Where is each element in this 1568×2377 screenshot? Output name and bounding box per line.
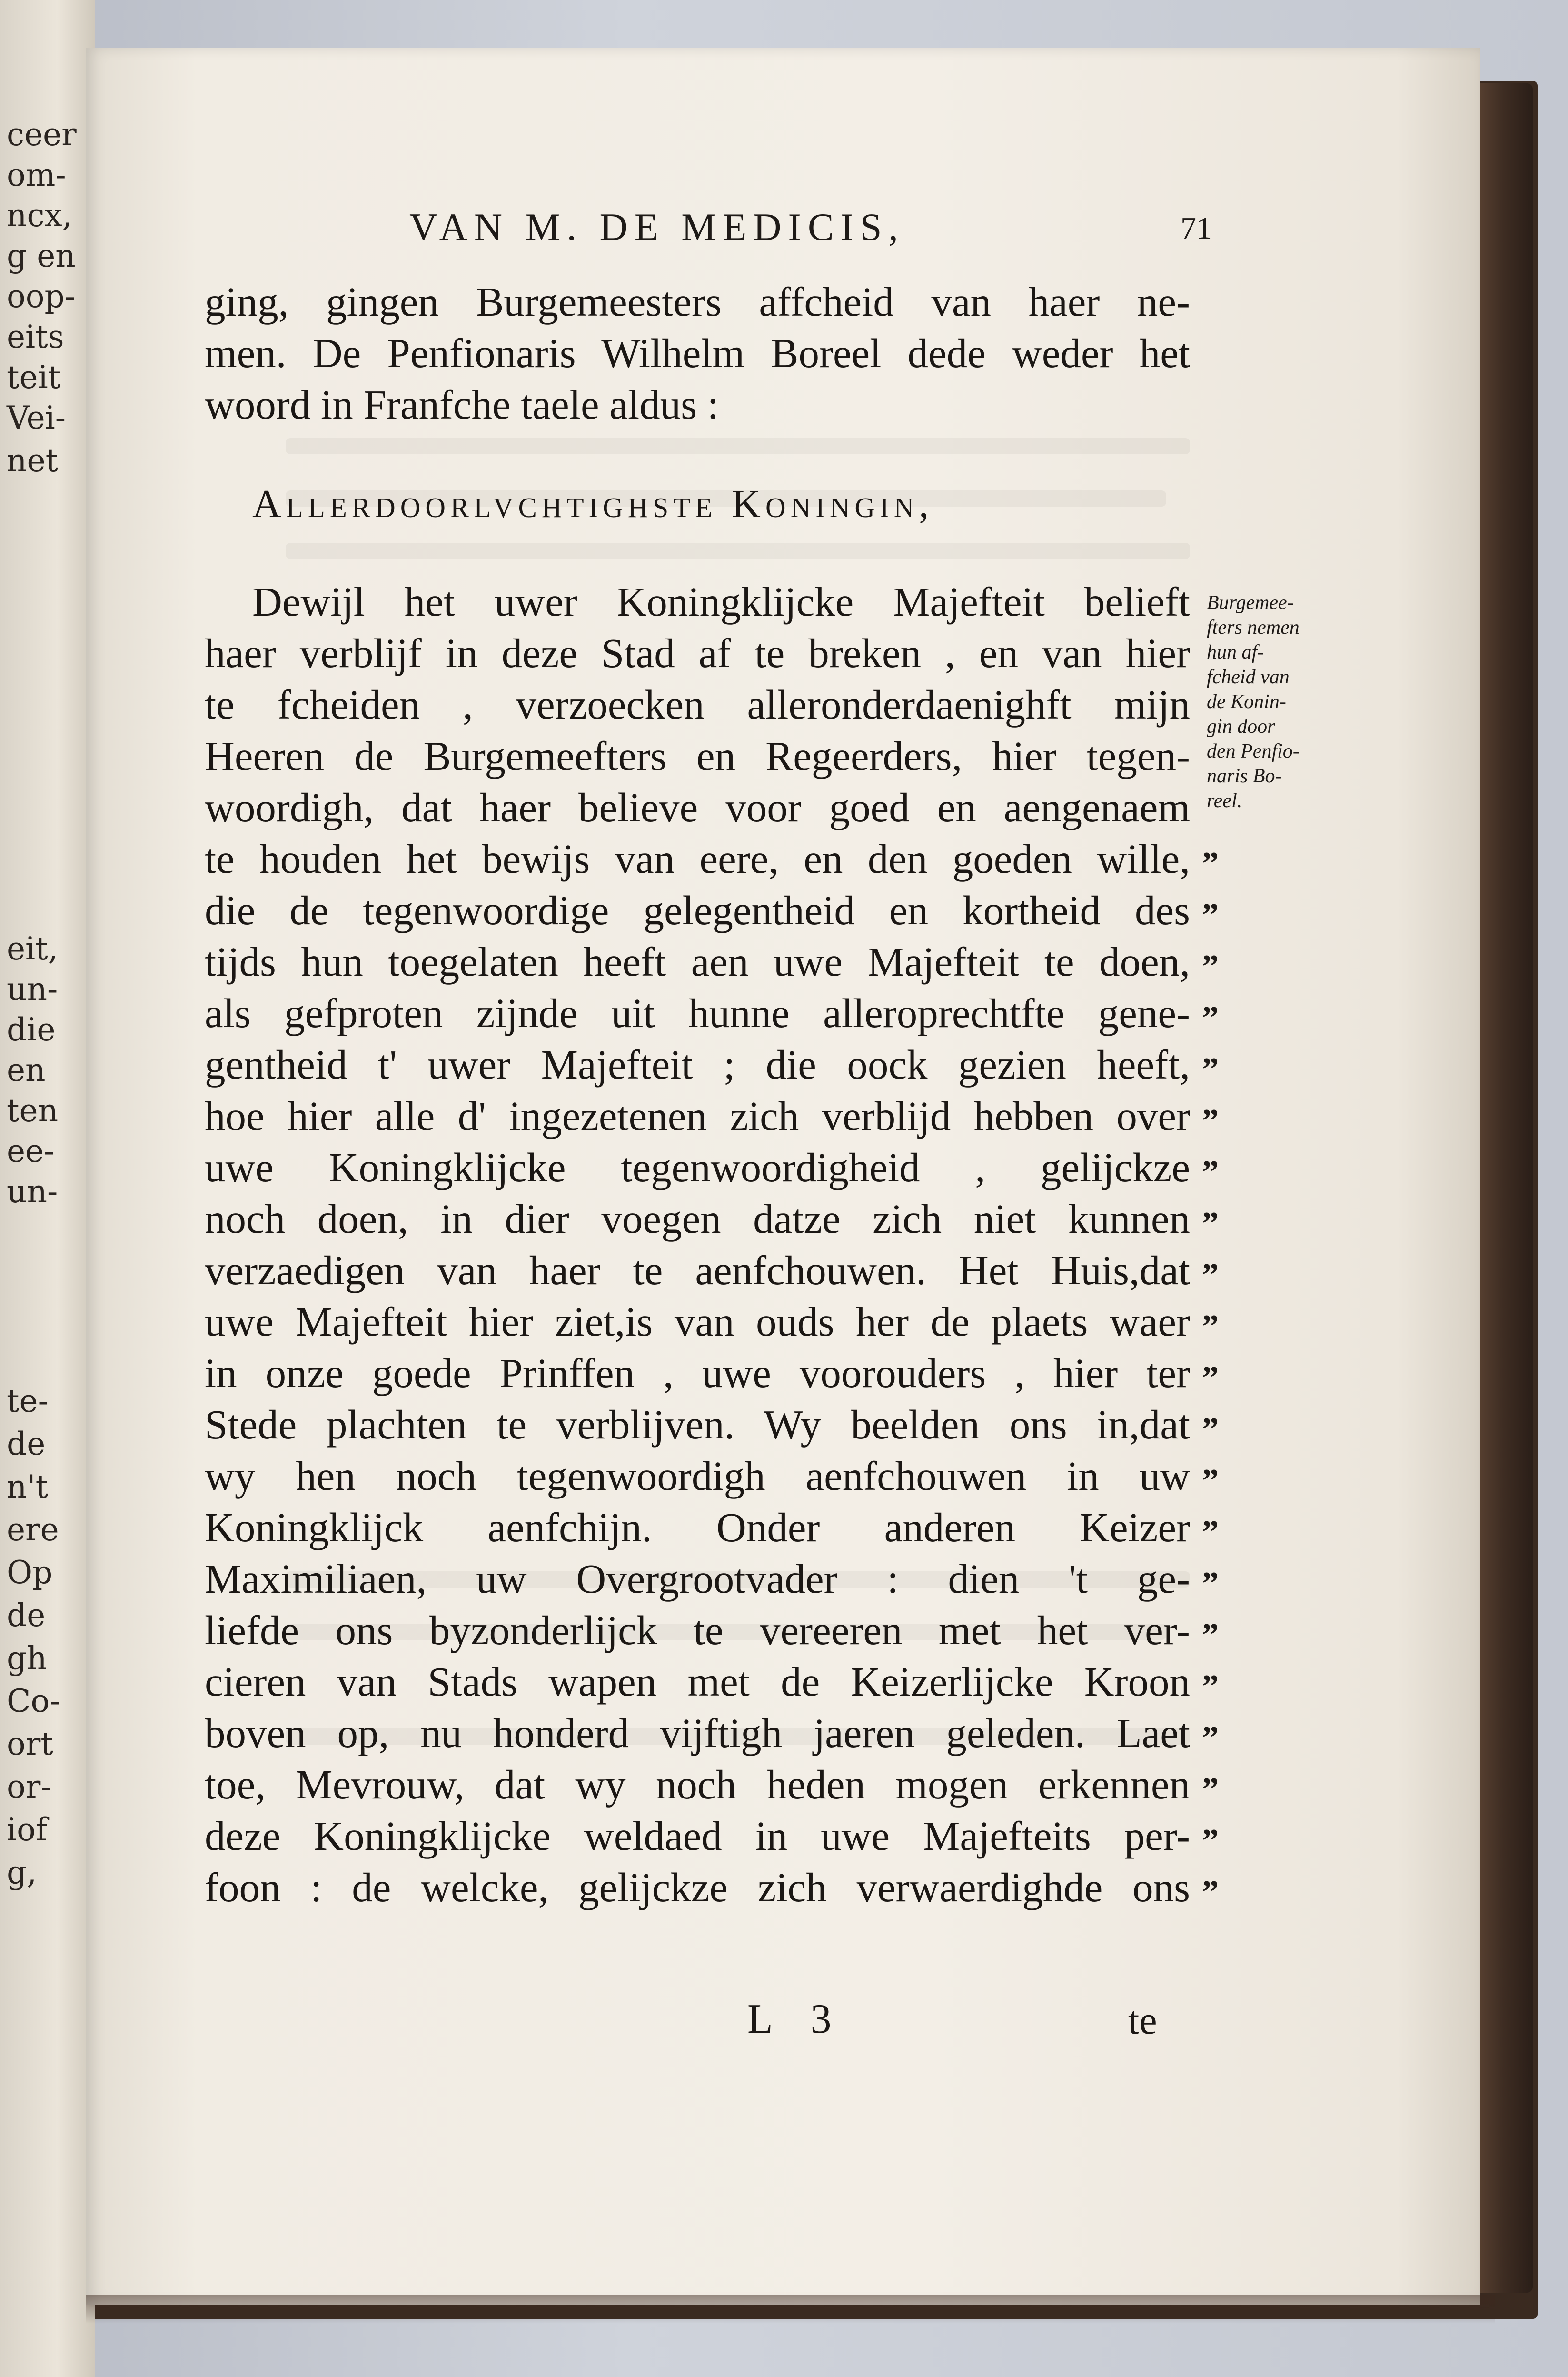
quote-mark: ”	[1202, 1154, 1219, 1191]
marginal-note-line: den Penfio-	[1207, 740, 1300, 762]
book-page	[86, 48, 1480, 2305]
marginal-note-line: fters nemen	[1207, 617, 1300, 639]
page-edges	[1476, 83, 1533, 2293]
text-line: tijds hun toegelaten heeft aen uwe Majefteit te doen,	[205, 939, 1190, 985]
quote-mark: ”	[1202, 897, 1219, 934]
quote-mark: ”	[1202, 1771, 1219, 1808]
left-fragment: de	[7, 1597, 46, 1634]
left-fragment: g en	[7, 238, 76, 274]
left-fragment: net	[7, 442, 59, 479]
text-line: deze Koningklijcke weldaed in uwe Majefteits per-	[205, 1813, 1190, 1859]
text-line: men. De Penfionaris Wilhelm Boreel dede weder het	[205, 330, 1190, 376]
left-fragment: ort	[7, 1726, 53, 1762]
page-shadow	[86, 2295, 1495, 2324]
quote-mark: ”	[1202, 1206, 1219, 1242]
text-line: ging, gingen Burgemeesters affcheid van haer ne-	[205, 279, 1190, 325]
left-fragment: eit,	[7, 930, 58, 967]
left-fragment: eits	[7, 319, 64, 355]
salutation: Allerdoorlvchtighste Koningin,	[252, 482, 934, 526]
quote-mark: ”	[1202, 1000, 1219, 1037]
quote-mark: ”	[1202, 1617, 1219, 1654]
text-line: gentheid t' uwer Majefteit ; die oock gezien heeft,	[205, 1041, 1190, 1088]
marginal-note-line: de Konin-	[1207, 691, 1286, 713]
marginal-note	[1207, 590, 1330, 813]
left-fragment: en	[7, 1052, 46, 1089]
text-line: te houden het bewijs van eere, en den goeden wille,	[205, 836, 1190, 882]
quote-mark: ”	[1202, 1360, 1219, 1397]
left-fragment: die	[7, 1011, 56, 1048]
text-line: Koningklijck aenfchijn. Onder anderen Keizer	[205, 1504, 1190, 1550]
quote-mark: ”	[1202, 1720, 1219, 1757]
text-line: haer verblijf in deze Stad af te breken , en van hier	[205, 630, 1190, 676]
text-line: toe, Mevrouw, dat wy noch heden mogen erkennen	[205, 1761, 1190, 1808]
left-fragment: g,	[7, 1854, 37, 1891]
text-line: cieren van Stads wapen met de Keizerlijcke Kroon	[205, 1658, 1190, 1705]
marginal-note-line: fcheid van	[1207, 666, 1290, 688]
text-line: boven op, nu honderd vijftigh jaeren geleden. Laet	[205, 1710, 1190, 1756]
quote-mark: ”	[1202, 846, 1219, 882]
signature-mark: L 3	[747, 1996, 846, 2042]
quote-mark: ”	[1202, 1874, 1219, 1911]
text-line: woordigh, dat haer believe voor goed en aengenaem	[205, 784, 1190, 830]
text-line: liefde ons byzonderlijck te vereeren met het ver-	[205, 1607, 1190, 1653]
text-line: in onze goede Prinffen , uwe voorouders , hier ter	[205, 1350, 1190, 1396]
quote-mark: ”	[1202, 1566, 1219, 1602]
left-fragment: om-	[7, 157, 66, 193]
left-fragment: Co-	[7, 1683, 60, 1719]
page-number: 71	[1181, 211, 1212, 246]
quote-mark: ”	[1202, 1668, 1219, 1705]
marginal-note-line: hun af-	[1207, 641, 1264, 663]
left-fragment: un-	[7, 1173, 58, 1210]
left-fragment: ten	[7, 1092, 59, 1129]
quote-mark: ”	[1202, 949, 1219, 985]
left-fragment: ncx,	[7, 197, 72, 234]
text-block	[86, 48, 1480, 2305]
left-fragment: oop-	[7, 278, 76, 315]
marginal-note-line: Burgemee-	[1207, 592, 1294, 614]
left-fragment: Op	[7, 1554, 53, 1591]
left-fragment: ee-	[7, 1133, 55, 1169]
text-line: wy hen noch tegenwoordigh aenfchouwen in uw	[205, 1453, 1190, 1499]
text-line: te fcheiden , verzoecken alleronderdaenighft mijn	[205, 681, 1190, 728]
text-line: uwe Majefteit hier ziet,is van ouds her de plaets waer	[205, 1298, 1190, 1345]
left-fragment: iof	[7, 1811, 48, 1848]
text-line: foon : de welcke, gelijckze zich verwaerdighde ons	[205, 1864, 1190, 1910]
marginal-note-line: gin door	[1207, 716, 1275, 738]
running-head: VAN M. DE MEDICIS,	[409, 205, 905, 249]
left-fragment: Vei-	[7, 399, 66, 436]
left-fragment: ceer	[7, 116, 77, 153]
quote-mark: ”	[1202, 1823, 1219, 1859]
quote-mark: ”	[1202, 1308, 1219, 1345]
quote-mark: ”	[1202, 1103, 1219, 1139]
text-line: verzaedigen van haer te aenfchouwen. Het Huis,dat	[205, 1247, 1190, 1293]
left-fragment: gh	[7, 1640, 47, 1677]
catchword: te	[1128, 1998, 1157, 2043]
left-page-edge	[0, 0, 95, 2377]
text-line: die de tegenwoordige gelegentheid en kortheid des	[205, 887, 1190, 933]
left-fragment: un-	[7, 971, 58, 1008]
left-fragment: te-	[7, 1383, 49, 1419]
left-fragment: or-	[7, 1768, 51, 1805]
text-line: Heeren de Burgemeefters en Regeerders, hier tegen-	[205, 733, 1190, 779]
left-fragment: ere	[7, 1511, 59, 1548]
text-line: uwe Koningklijcke tegenwoordigheid , gelijckze	[205, 1144, 1190, 1190]
text-line: woord in Franfche taele aldus :	[205, 381, 719, 428]
text-line: Maximiliaen, uw Overgrootvader : dien 't ge-	[205, 1556, 1190, 1602]
quote-mark: ”	[1202, 1463, 1219, 1499]
text-line: Dewijl het uwer Koningklijcke Majefteit belieft	[252, 579, 1190, 625]
left-fragment: teit	[7, 359, 61, 396]
marginal-note-line: naris Bo-	[1207, 765, 1282, 787]
text-line: hoe hier alle d' ingezetenen zich verblijd hebben over	[205, 1093, 1190, 1139]
left-fragment: de	[7, 1426, 46, 1462]
quote-mark: ”	[1202, 1514, 1219, 1551]
text-line: noch doen, in dier voegen datze zich niet kunnen	[205, 1196, 1190, 1242]
left-fragment: n't	[7, 1468, 49, 1505]
marginal-note-line: reel.	[1207, 790, 1242, 812]
text-line: Stede plachten te verblijven. Wy beelden ons in,dat	[205, 1401, 1190, 1448]
quote-mark: ”	[1202, 1411, 1219, 1448]
text-line: als gefproten zijnde uit hunne alleroprechtfte gene-	[205, 990, 1190, 1036]
quote-mark: ”	[1202, 1257, 1219, 1294]
quote-mark: ”	[1202, 1051, 1219, 1088]
